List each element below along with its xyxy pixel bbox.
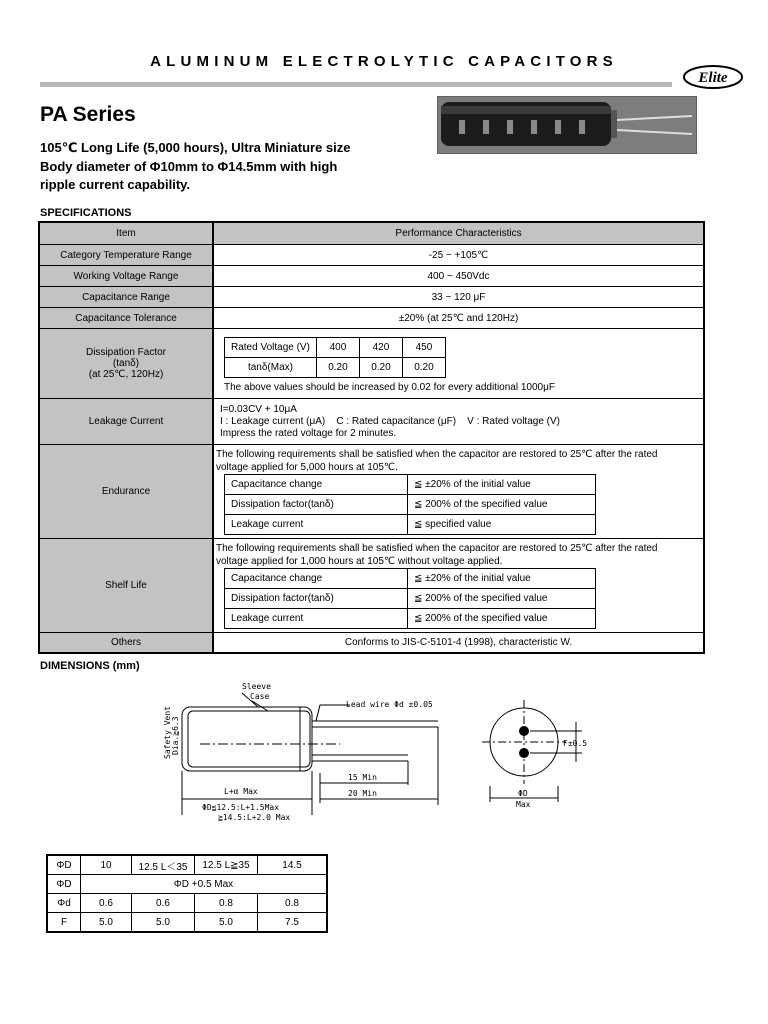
shelf-intro-line: The following requirements shall be satisfied when the capacitor are restored to 25℃ after the rated: [216, 542, 658, 554]
spec-value: -25 ~ +105℃: [213, 245, 704, 266]
dim-row-label: ΦD: [47, 855, 81, 875]
label-l-max: L+α Max: [224, 787, 258, 796]
tand-cell: 0.20: [359, 357, 402, 377]
label-20min: 20 Min: [348, 789, 377, 798]
spec-row-temperature: [39, 245, 704, 266]
spec-row-endurance: [39, 445, 704, 539]
dim-cell: 5.0: [132, 913, 195, 933]
spec-item-label: Shelf Life: [39, 539, 213, 633]
voltage-cell: 450: [402, 337, 445, 357]
dim-cell: 7.5: [258, 913, 328, 933]
label-lead-wire: Lead wire Φd ±0.05: [346, 700, 433, 709]
label-phi-d: ΦD: [518, 789, 528, 798]
spec-value: [213, 539, 704, 633]
leakage-line: I=0.03CV + 10μA: [220, 403, 297, 415]
voltage-cell: 400: [316, 337, 359, 357]
endurance-intro-line: The following requirements shall be satisfied when the capacitor are restored to 25℃ after the rated: [216, 448, 658, 460]
subtitle-line: ripple current capability.: [40, 177, 191, 192]
spec-row-voltage: [39, 266, 704, 287]
series-title: PA Series: [40, 103, 136, 126]
shelf-param: Leakage current: [225, 608, 408, 628]
label-dia: Dia.≧6.3: [171, 716, 180, 755]
label-f: F±0.5: [563, 739, 588, 748]
endurance-param: Dissipation factor(tanδ): [225, 494, 408, 514]
spec-value: [213, 399, 704, 445]
dim-cell: 0.8: [258, 894, 328, 913]
dissipation-note: The above values should be increased by 0.02 for every additional 1000μF: [224, 381, 555, 393]
spec-row-others: [39, 633, 704, 653]
label-max: Max: [516, 800, 531, 809]
dim-cell: 0.6: [81, 894, 132, 913]
spec-item-label: Endurance: [39, 445, 213, 539]
shelf-life-table: [224, 568, 596, 629]
spec-value: [213, 329, 704, 399]
dimensions-heading: DIMENSIONS (mm): [40, 660, 140, 672]
label-case: Case: [250, 692, 270, 701]
spec-value: ±20% (at 25℃ and 120Hz): [213, 308, 704, 329]
shelf-intro-line: voltage applied for 1,000 hours at 105℃ without voltage applied.: [216, 555, 503, 567]
spec-item-label: Capacitance Tolerance: [39, 308, 213, 329]
endurance-intro-line: voltage applied for 5,000 hours at 105℃.: [216, 461, 398, 473]
dim-cell: 10: [81, 855, 132, 875]
dim-row-lead-spacing: [47, 913, 327, 933]
label-alpha-2: ≧14.5:L+2.0 Max: [218, 813, 291, 822]
spec-row-leakage: [39, 399, 704, 445]
spec-item-label: Working Voltage Range: [39, 266, 213, 287]
shelf-limit: ≦ 200% of the specified value: [408, 588, 596, 608]
dim-cell: 5.0: [81, 913, 132, 933]
spec-item-label: Leakage Current: [39, 399, 213, 445]
spec-item-label: Category Temperature Range: [39, 245, 213, 266]
dissipation-label-line: (tanδ): [112, 358, 140, 369]
spec-row-dissipation: [39, 329, 704, 399]
label-safety-vent: Safety Vent: [163, 706, 172, 759]
elite-logo: [682, 64, 744, 90]
endurance-limit: ≦ ±20% of the initial value: [408, 474, 596, 494]
dim-row-label: Φd: [47, 894, 81, 913]
spec-value: 400 ~ 450Vdc: [213, 266, 704, 287]
leakage-line: I : Leakage current (μA) C : Rated capacitance (μF) V : Rated voltage (V): [220, 415, 560, 427]
spec-header-row: [39, 222, 704, 245]
shelf-param: Dissipation factor(tanδ): [225, 588, 408, 608]
dim-row-lead-diameter: [47, 894, 327, 913]
dim-row-label: F: [47, 913, 81, 933]
dim-cell: 12.5 L＜35: [132, 855, 195, 875]
label-alpha-1: ΦD≦12.5:L+1.5Max: [202, 803, 280, 812]
spec-value: [213, 445, 704, 539]
dim-cell: 14.5: [258, 855, 328, 875]
dissipation-label-line: (at 25℃, 120Hz): [88, 369, 164, 380]
spec-item-label: Capacitance Range: [39, 287, 213, 308]
tand-label: tanδ(Max): [225, 357, 317, 377]
spec-row-shelf-life: [39, 539, 704, 633]
dim-cell: 0.6: [132, 894, 195, 913]
col-performance-header: Performance Characteristics: [213, 222, 704, 245]
spec-item-label: [39, 329, 213, 399]
tand-cell: 0.20: [402, 357, 445, 377]
spec-row-capacitance: [39, 287, 704, 308]
dim-row-diameter: [47, 855, 327, 875]
dissipation-label-line: Dissipation Factor: [85, 347, 167, 358]
dim-cell-merged: ΦD +0.5 Max: [81, 875, 328, 894]
endurance-param: Leakage current: [225, 514, 408, 534]
rated-voltage-label: Rated Voltage (V): [225, 337, 317, 357]
endurance-table: [224, 474, 596, 535]
capacitor-end-view-drawing: [470, 690, 610, 810]
dim-cell: 12.5 L≧35: [195, 855, 258, 875]
logo-text: Elite: [698, 70, 728, 86]
endurance-limit: ≦ specified value: [408, 514, 596, 534]
specifications-table: [38, 221, 705, 654]
endurance-param: Capacitance change: [225, 474, 408, 494]
capacitor-side-view-drawing: [160, 677, 460, 825]
header-divider: [40, 82, 672, 87]
label-sleeve: Sleeve: [242, 682, 271, 691]
label-15min: 15 Min: [348, 773, 377, 782]
subtitle-line: Body diameter of Φ10mm to Φ14.5mm with high: [40, 158, 338, 174]
document-title: ALUMINUM ELECTROLYTIC CAPACITORS: [150, 53, 618, 70]
series-subtitle: [40, 139, 440, 195]
subtitle-line: 105℃ Long Life (5,000 hours), Ultra Miniature size: [40, 140, 351, 155]
spec-item-label: Others: [39, 633, 213, 653]
col-item-header: Item: [39, 222, 213, 245]
dimension-table: [46, 854, 328, 933]
dim-row-label: ΦD: [47, 875, 81, 894]
tand-cell: 0.20: [316, 357, 359, 377]
voltage-cell: 420: [359, 337, 402, 357]
spec-value: 33 ~ 120 μF: [213, 287, 704, 308]
shelf-param: Capacitance change: [225, 568, 408, 588]
capacitor-photo: [437, 96, 697, 154]
dim-cell: 5.0: [195, 913, 258, 933]
spec-value: Conforms to JIS-C-5101-4 (1998), characteristic W.: [213, 633, 704, 653]
dim-cell: 0.8: [195, 894, 258, 913]
endurance-limit: ≦ 200% of the specified value: [408, 494, 596, 514]
specifications-heading: SPECIFICATIONS: [40, 207, 132, 219]
shelf-limit: ≦ 200% of the specified value: [408, 608, 596, 628]
spec-row-tolerance: [39, 308, 704, 329]
shelf-limit: ≦ ±20% of the initial value: [408, 568, 596, 588]
dissipation-table: [224, 337, 446, 378]
dim-row-max-diameter: [47, 875, 327, 894]
leakage-line: Impress the rated voltage for 2 minutes.: [220, 427, 397, 439]
